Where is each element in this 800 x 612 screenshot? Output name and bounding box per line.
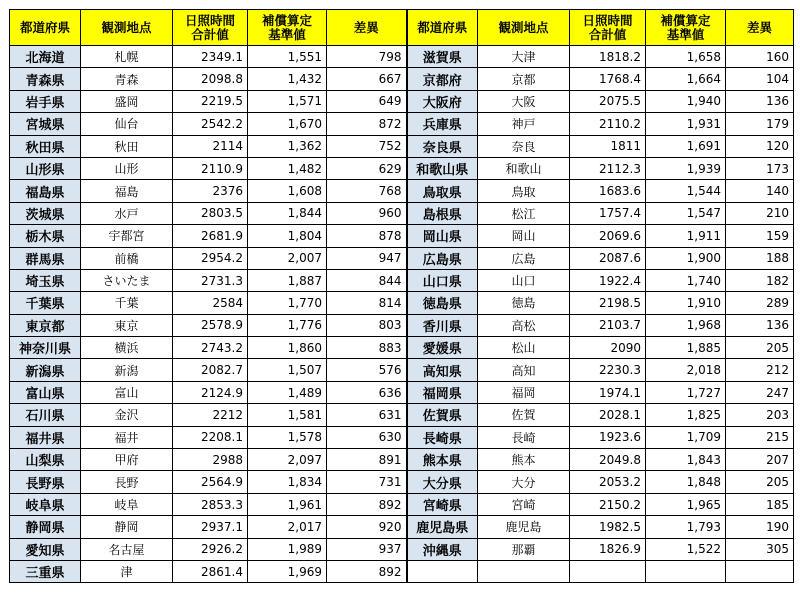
difference-cell: 883 [327,337,407,359]
table-row [10,493,794,515]
compensation-base-cell: 1,887 [248,269,327,291]
table-row [10,560,794,582]
prefecture-cell: 岡山県 [407,225,478,247]
station-cell: 長野 [81,471,173,493]
sunshine-total-cell: 2349.1 [173,46,248,68]
difference-cell: 768 [327,180,407,202]
prefecture-cell: 沖縄県 [407,538,478,560]
sunshine-total-cell: 2103.7 [570,314,646,336]
station-cell: 山形 [81,157,173,179]
sunshine-total-cell: 2069.6 [570,225,646,247]
table-row [10,269,794,291]
sunshine-total-cell: 2110.9 [173,157,248,179]
compensation-base-cell: 2,097 [248,449,327,471]
sunshine-total-cell: 2853.3 [173,493,248,515]
station-cell: 熊本 [478,449,570,471]
difference-cell: 636 [327,381,407,403]
sunshine-total-cell: 2198.5 [570,292,646,314]
station-cell: 前橋 [81,247,173,269]
sunshine-total-cell: 1768.4 [570,68,646,90]
sunshine-total-cell: 2564.9 [173,471,248,493]
station-cell: 青森 [81,68,173,90]
table-row [10,359,794,381]
station-cell: 神戸 [478,113,570,135]
compensation-base-cell: 1,900 [646,247,726,269]
station-cell: 長崎 [478,426,570,448]
compensation-base-cell: 1,885 [646,337,726,359]
sunshine-total-cell: 2212 [173,404,248,426]
sunshine-total-cell: 2230.3 [570,359,646,381]
compensation-base-cell: 1,969 [248,560,327,582]
station-cell: 大津 [478,46,570,68]
sunshine-total-cell: 1818.2 [570,46,646,68]
prefecture-cell: 大分県 [407,471,478,493]
station-cell: 鹿児島 [478,516,570,538]
difference-cell: 104 [726,68,794,90]
compensation-base-cell: 1,664 [646,68,726,90]
compensation-base-cell: 1,965 [646,493,726,515]
compensation-base-cell: 1,547 [646,202,726,224]
table-row [10,516,794,538]
sunshine-total-cell: 2743.2 [173,337,248,359]
compensation-base-cell: 1,544 [646,180,726,202]
prefecture-cell: 島根県 [407,202,478,224]
table-row [10,538,794,560]
station-cell: 大阪 [478,90,570,112]
station-cell: 那覇 [478,538,570,560]
sunshine-total-cell: 1922.4 [570,269,646,291]
station-cell: 山口 [478,269,570,291]
prefecture-cell: 愛媛県 [407,337,478,359]
prefecture-cell: 京都府 [407,68,478,90]
sunshine-total-cell: 2114 [173,135,248,157]
compensation-base-cell: 1,482 [248,157,327,179]
table-row [10,247,794,269]
prefecture-cell: 香川県 [407,314,478,336]
difference-cell: 892 [327,560,407,582]
difference-cell: 798 [327,46,407,68]
station-cell: 高知 [478,359,570,381]
table-row [10,202,794,224]
prefecture-cell: 徳島県 [407,292,478,314]
difference-cell: 649 [327,90,407,112]
prefecture-cell: 鳥取県 [407,180,478,202]
header-compensation-base: 補償算定 基準値 [248,10,327,46]
prefecture-cell: 高知県 [407,359,478,381]
sunshine-hours-table [9,9,794,583]
prefecture-cell: 埼玉県 [10,269,81,291]
difference-cell: 210 [726,202,794,224]
prefecture-cell: 富山県 [10,381,81,403]
station-cell: 福島 [81,180,173,202]
compensation-base-cell: 1,522 [646,538,726,560]
station-cell: 広島 [478,247,570,269]
difference-cell: 814 [327,292,407,314]
compensation-base-cell: 2,007 [248,247,327,269]
difference-cell: 892 [327,493,407,515]
station-cell: 富山 [81,381,173,403]
sunshine-total-cell: 2075.5 [570,90,646,112]
compensation-base-cell: 1,825 [646,404,726,426]
sunshine-total-cell: 2542.2 [173,113,248,135]
difference-cell: 207 [726,449,794,471]
compensation-base-cell: 1,940 [646,90,726,112]
prefecture-cell: 大阪府 [407,90,478,112]
difference-cell: 205 [726,471,794,493]
header-compensation-base: 補償算定 基準値 [646,10,726,46]
station-cell: 秋田 [81,135,173,157]
sunshine-total-cell: 2926.2 [173,538,248,560]
difference-cell: 190 [726,516,794,538]
compensation-base-cell: 1,571 [248,90,327,112]
sunshine-total-cell: 2376 [173,180,248,202]
sunshine-total-cell: 1974.1 [570,381,646,403]
compensation-base-cell: 2,017 [248,516,327,538]
station-cell: 奈良 [478,135,570,157]
sunshine-total-cell: 2090 [570,337,646,359]
compensation-base-cell: 1,844 [248,202,327,224]
sunshine-total-cell: 2082.7 [173,359,248,381]
compensation-base-cell: 1,670 [248,113,327,135]
station-cell: 松山 [478,337,570,359]
station-cell: 東京 [81,314,173,336]
difference-cell: 576 [327,359,407,381]
sunshine-total-cell: 2861.4 [173,560,248,582]
compensation-base-cell: 1,911 [646,225,726,247]
compensation-base-cell: 1,691 [646,135,726,157]
difference-cell: 289 [726,292,794,314]
compensation-base-cell: 1,770 [248,292,327,314]
difference-cell: 631 [327,404,407,426]
compensation-base-cell: 2,018 [646,359,726,381]
prefecture-cell: 長崎県 [407,426,478,448]
station-cell: 新潟 [81,359,173,381]
compensation-base-cell: 1,804 [248,225,327,247]
sunshine-total-cell: 2937.1 [173,516,248,538]
prefecture-cell: 山口県 [407,269,478,291]
compensation-base-cell: 1,489 [248,381,327,403]
table-row [10,180,794,202]
prefecture-cell: 宮崎県 [407,493,478,515]
prefecture-cell: 福井県 [10,426,81,448]
table-row [10,225,794,247]
difference-cell: 947 [327,247,407,269]
station-cell: 和歌山 [478,157,570,179]
prefecture-cell: 山形県 [10,157,81,179]
prefecture-cell: 福島県 [10,180,81,202]
compensation-base-cell: 1,578 [248,426,327,448]
difference-cell: 160 [726,46,794,68]
difference-cell: 120 [726,135,794,157]
difference-cell: 305 [726,538,794,560]
compensation-base-cell: 1,776 [248,314,327,336]
compensation-base-cell: 1,362 [248,135,327,157]
station-cell: 岐阜 [81,493,173,515]
compensation-base-cell: 1,910 [646,292,726,314]
station-cell: さいたま [81,269,173,291]
compensation-base-cell: 1,961 [248,493,327,515]
difference-cell: 630 [327,426,407,448]
compensation-base-cell: 1,860 [248,337,327,359]
prefecture-cell: 和歌山県 [407,157,478,179]
prefecture-cell: 茨城県 [10,202,81,224]
difference-cell: 872 [327,113,407,135]
prefecture-cell: 秋田県 [10,135,81,157]
difference-cell: 667 [327,68,407,90]
difference-cell: 179 [726,113,794,135]
sunshine-total-cell: 2049.8 [570,449,646,471]
prefecture-cell: 佐賀県 [407,404,478,426]
prefecture-cell: 長野県 [10,471,81,493]
sunshine-total-cell: 1683.6 [570,180,646,202]
sunshine-total-cell: 2098.8 [173,68,248,90]
difference-cell: 844 [327,269,407,291]
sunshine-total-cell: 2150.2 [570,493,646,515]
prefecture-cell: 神奈川県 [10,337,81,359]
compensation-base-cell: 1,727 [646,381,726,403]
difference-cell: 182 [726,269,794,291]
prefecture-cell: 愛知県 [10,538,81,560]
compensation-base-cell: 1,939 [646,157,726,179]
compensation-base-cell: 1,989 [248,538,327,560]
table-row [10,381,794,403]
sunshine-total-cell: 2110.2 [570,113,646,135]
prefecture-cell: 新潟県 [10,359,81,381]
header-station: 観測地点 [478,10,570,46]
prefecture-cell: 石川県 [10,404,81,426]
compensation-base-cell: 1,793 [646,516,726,538]
prefecture-cell: 群馬県 [10,247,81,269]
header-difference: 差異 [726,10,794,46]
difference-cell: 140 [726,180,794,202]
difference-cell: 205 [726,337,794,359]
sunshine-total-cell: 2028.1 [570,404,646,426]
sunshine-total-cell: 2988 [173,449,248,471]
sunshine-total-cell: 2053.2 [570,471,646,493]
prefecture-cell: 熊本県 [407,449,478,471]
station-cell: 札幌 [81,46,173,68]
station-cell: 静岡 [81,516,173,538]
header-sunshine-total: 日照時間 合計値 [570,10,646,46]
station-cell: 甲府 [81,449,173,471]
empty-cell [726,560,794,582]
compensation-base-cell: 1,709 [646,426,726,448]
station-cell: 徳島 [478,292,570,314]
header-prefecture: 都道府県 [10,10,81,46]
difference-cell: 185 [726,493,794,515]
prefecture-cell: 三重県 [10,560,81,582]
difference-cell: 878 [327,225,407,247]
sunshine-total-cell: 2681.9 [173,225,248,247]
compensation-base-cell: 1,848 [646,471,726,493]
prefecture-cell: 岩手県 [10,90,81,112]
difference-cell: 731 [327,471,407,493]
difference-cell: 803 [327,314,407,336]
sunshine-total-cell: 1757.4 [570,202,646,224]
difference-cell: 920 [327,516,407,538]
prefecture-cell: 栃木県 [10,225,81,247]
difference-cell: 212 [726,359,794,381]
prefecture-cell: 東京都 [10,314,81,336]
station-cell: 岡山 [478,225,570,247]
difference-cell: 159 [726,225,794,247]
sunshine-total-cell: 2584 [173,292,248,314]
prefecture-cell: 岐阜県 [10,493,81,515]
prefecture-cell: 奈良県 [407,135,478,157]
station-cell: 高松 [478,314,570,336]
header-prefecture: 都道府県 [407,10,478,46]
compensation-base-cell: 1,608 [248,180,327,202]
station-cell: 福岡 [478,381,570,403]
sunshine-total-cell: 2208.1 [173,426,248,448]
header-station: 観測地点 [81,10,173,46]
difference-cell: 629 [327,157,407,179]
difference-cell: 215 [726,426,794,448]
difference-cell: 752 [327,135,407,157]
station-cell: 仙台 [81,113,173,135]
station-cell: 名古屋 [81,538,173,560]
compensation-base-cell: 1,551 [248,46,327,68]
empty-cell [407,560,478,582]
compensation-base-cell: 1,581 [248,404,327,426]
difference-cell: 247 [726,381,794,403]
prefecture-cell: 山梨県 [10,449,81,471]
sunshine-total-cell: 1923.6 [570,426,646,448]
empty-cell [646,560,726,582]
compensation-base-cell: 1,968 [646,314,726,336]
compensation-base-cell: 1,658 [646,46,726,68]
sunshine-total-cell: 1811 [570,135,646,157]
prefecture-cell: 鹿児島県 [407,516,478,538]
table-row [10,135,794,157]
sunshine-total-cell: 2124.9 [173,381,248,403]
prefecture-cell: 宮城県 [10,113,81,135]
header-sunshine-total: 日照時間 合計値 [173,10,248,46]
table-row [10,68,794,90]
sunshine-total-cell: 1982.5 [570,516,646,538]
compensation-base-cell: 1,740 [646,269,726,291]
sunshine-total-cell: 2219.5 [173,90,248,112]
prefecture-cell: 広島県 [407,247,478,269]
prefecture-cell: 千葉県 [10,292,81,314]
prefecture-cell: 滋賀県 [407,46,478,68]
prefecture-cell: 静岡県 [10,516,81,538]
header-row [10,10,794,46]
sunshine-total-cell: 2731.3 [173,269,248,291]
header-difference: 差異 [327,10,407,46]
compensation-base-cell: 1,931 [646,113,726,135]
station-cell: 鳥取 [478,180,570,202]
table-row [10,404,794,426]
table-body [10,46,794,583]
table-row [10,449,794,471]
difference-cell: 203 [726,404,794,426]
station-cell: 大分 [478,471,570,493]
station-cell: 京都 [478,68,570,90]
table-row [10,157,794,179]
compensation-base-cell: 1,834 [248,471,327,493]
station-cell: 松江 [478,202,570,224]
prefecture-cell: 北海道 [10,46,81,68]
sunshine-total-cell: 2954.2 [173,247,248,269]
prefecture-cell: 青森県 [10,68,81,90]
station-cell: 宇都宮 [81,225,173,247]
difference-cell: 173 [726,157,794,179]
station-cell: 水戸 [81,202,173,224]
sunshine-total-cell: 2112.3 [570,157,646,179]
empty-cell [570,560,646,582]
station-cell: 横浜 [81,337,173,359]
station-cell: 福井 [81,426,173,448]
difference-cell: 937 [327,538,407,560]
sunshine-total-cell: 1826.9 [570,538,646,560]
station-cell: 盛岡 [81,90,173,112]
compensation-base-cell: 1,843 [646,449,726,471]
prefecture-cell: 兵庫県 [407,113,478,135]
table-row [10,292,794,314]
station-cell: 千葉 [81,292,173,314]
station-cell: 津 [81,560,173,582]
prefecture-cell: 福岡県 [407,381,478,403]
sunshine-table-container [9,9,794,583]
compensation-base-cell: 1,507 [248,359,327,381]
table-row [10,471,794,493]
sunshine-total-cell: 2803.5 [173,202,248,224]
station-cell: 佐賀 [478,404,570,426]
table-row [10,46,794,68]
difference-cell: 136 [726,314,794,336]
table-row [10,314,794,336]
table-row [10,337,794,359]
difference-cell: 188 [726,247,794,269]
empty-cell [478,560,570,582]
compensation-base-cell: 1,432 [248,68,327,90]
table-row [10,90,794,112]
sunshine-total-cell: 2087.6 [570,247,646,269]
station-cell: 金沢 [81,404,173,426]
difference-cell: 136 [726,90,794,112]
sunshine-total-cell: 2578.9 [173,314,248,336]
table-row [10,113,794,135]
difference-cell: 960 [327,202,407,224]
difference-cell: 891 [327,449,407,471]
station-cell: 宮崎 [478,493,570,515]
table-row [10,426,794,448]
